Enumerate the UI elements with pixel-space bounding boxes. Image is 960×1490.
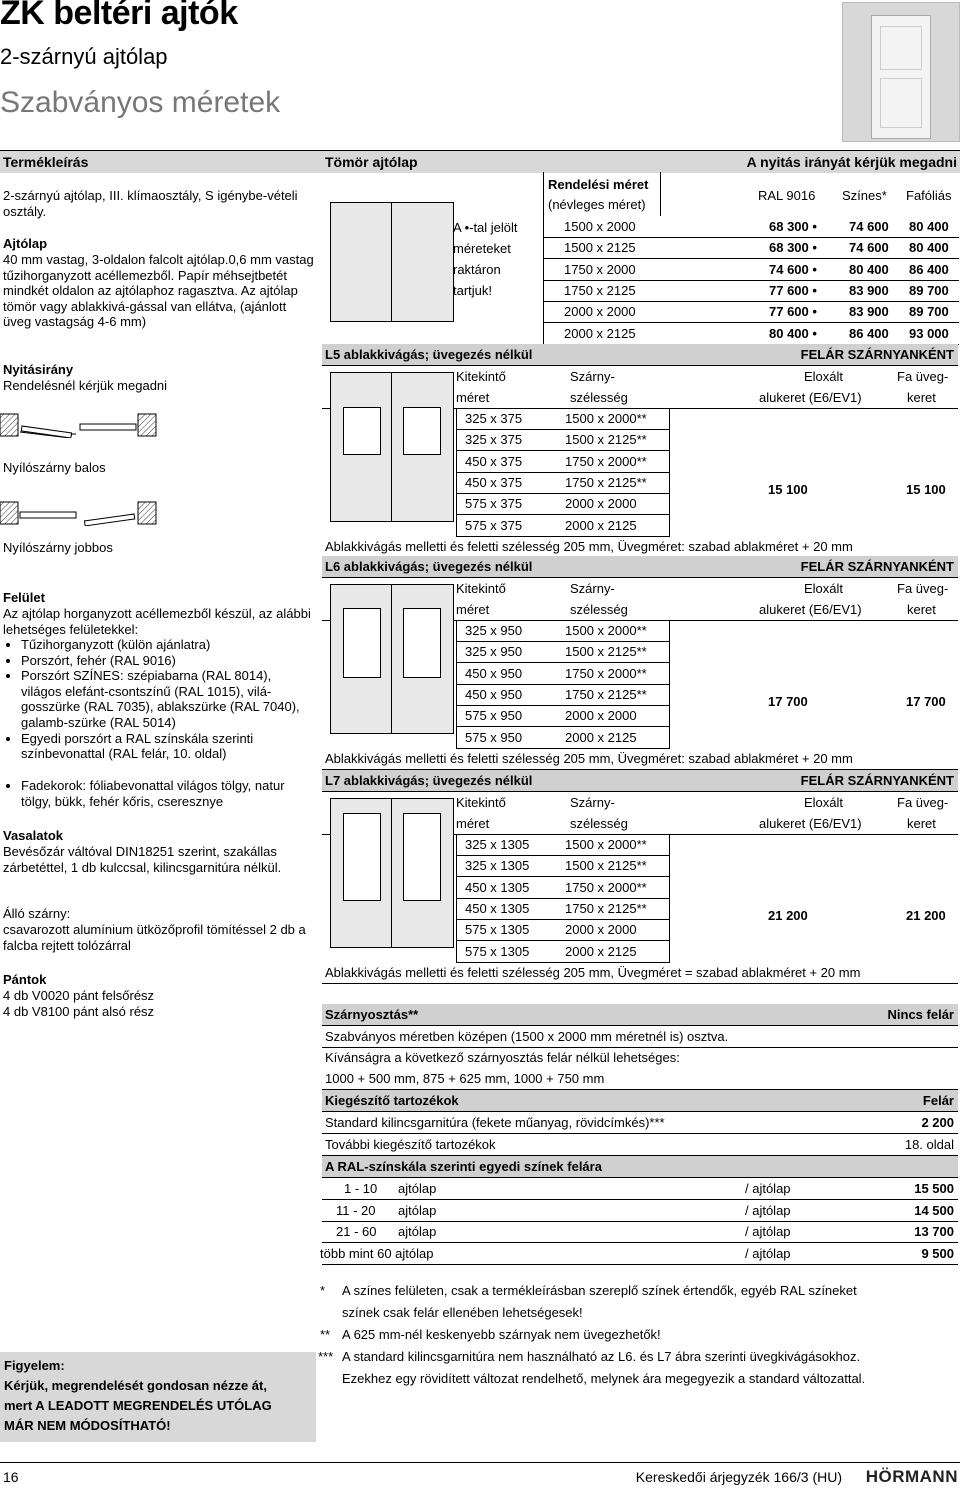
leaf-width-cell: 1500 x 2125** (565, 858, 647, 874)
leaf-width-cell: 1750 x 2000** (565, 879, 647, 895)
window-size-row (456, 641, 670, 663)
window-cutout (343, 813, 381, 901)
kieg-price: 2 200 (921, 1115, 954, 1130)
alu-frame-price: 15 100 (768, 482, 808, 497)
price-row (543, 216, 959, 238)
col-wood-frame: keret (907, 602, 936, 617)
col-alu-frame: Eloxált (804, 581, 844, 596)
szarny-line (322, 1068, 958, 1090)
col-leaf-width: Szárny- (570, 369, 615, 384)
allo-label: Álló szárny: (3, 906, 71, 921)
footnote-2: A 625 mm-nél keskenyebb szárnyak nem üvegezhetők! (342, 1327, 661, 1342)
ral9016-header: RAL 9016 (758, 188, 816, 203)
szarny-header-row (322, 1004, 958, 1026)
felulet-item: • Porszórt SZÍNES: szépiabarna (RAL 8014), világos elefánt-csontszínű (RAL 1015), vilá-gosszürke (RAL 7035), ablakszürke (RAL 7040), galamb-szürke (RAL 5014) (21, 668, 315, 730)
window-size-row (456, 429, 670, 451)
window-size-row (456, 620, 670, 642)
window-size-row (456, 877, 670, 899)
col-view-size: méret (456, 390, 490, 405)
stock-note: méreteket (453, 241, 511, 256)
window-cutout (403, 608, 441, 678)
window-cutout (403, 407, 441, 455)
ral-unit: ajtólap (398, 1202, 437, 1218)
szarny-no-surcharge: Nincs felár (887, 1007, 954, 1022)
leaf-width-cell: 1750 x 2125** (565, 900, 647, 916)
foil-price-cell: 86 400 (909, 261, 949, 277)
document-reference: Kereskedői árjegyzék 166/3 (HU) (635, 1469, 842, 1485)
foil-header: Fafóliás (906, 188, 952, 203)
window-cutout (343, 407, 381, 455)
col-leaf-width: Szárny- (570, 581, 615, 596)
ajtolap-heading: Ajtólap (3, 236, 48, 251)
window-size-row (456, 919, 670, 941)
col-leaf-width: szélesség (570, 816, 628, 831)
price-row (543, 280, 959, 302)
colored-price-cell: 83 900 (849, 282, 889, 298)
page-title: ZK beltéri ajtók (0, 0, 238, 32)
col-wood-frame: keret (907, 816, 936, 831)
section-header-row (322, 344, 958, 366)
ral-felar-row (322, 1243, 958, 1265)
window-size-row (456, 898, 670, 920)
foil-price-cell: 93 000 (909, 325, 949, 341)
szarny-text: Szabványos méretben középen (1500 x 2000 mm méretnél is) osztva. (325, 1029, 729, 1044)
stock-note: raktáron (453, 262, 501, 277)
col-view-size: méret (456, 816, 490, 831)
ajtolap-text: 40 mm vastag, 3-oldalon falcolt ajtólap.0,6 mm vastag tűzihorganyzott acéllemezből. Papír méhsejtbetét mindkét oldalon az ajtólaphoz ragasztva. Az ajtólap tömör vagy ablakkivá-gással van ellátva, (ajánlott üveg vastagság 4-6 mm) (3, 252, 314, 330)
size-cell: 2000 x 2125 (564, 325, 636, 341)
view-size-cell: 450 x 1305 (465, 900, 530, 916)
col-view-size: Kitekintő (456, 369, 506, 384)
view-size-cell: 575 x 375 (465, 496, 523, 512)
balos-label: Nyílószárny balos (3, 460, 106, 475)
leaf-width-cell: 2000 x 2000 (565, 922, 637, 938)
leaf-width-cell: 1500 x 2000** (565, 411, 647, 426)
kieg-item: Standard kilincsgarnitúra (fekete műanyag, rövidcímkés)*** (325, 1115, 665, 1130)
warning-title: Figyelem: (4, 1358, 65, 1373)
right-opening-symbol (0, 500, 160, 526)
foil-price-cell: 89 700 (909, 304, 949, 320)
ral-price-cell: 68 300 • (769, 240, 817, 256)
fadekor-item: • Fadekorok: fóliabevonattal világos tölgy, natur tölgy, bükk, fehér kőris, cseresznye (21, 778, 315, 809)
pantok-line: 4 db V8100 pánt alsó rész (3, 1004, 155, 1019)
leaf-width-cell: 2000 x 2125 (565, 729, 637, 745)
nyitas-text: Rendelésnél kérjük megadni (3, 378, 168, 393)
leaf-width-cell: 2000 x 2000 (565, 496, 637, 512)
window-cutout (403, 813, 441, 901)
leaf-width-cell: 1750 x 2125** (565, 686, 647, 702)
ral-price-cell: 74 600 • (769, 261, 817, 277)
col-view-size: Kitekintő (456, 581, 506, 596)
view-size-cell: 325 x 1305 (465, 837, 530, 852)
window-cutout (343, 608, 381, 678)
ral-price: 9 500 (921, 1245, 954, 1261)
view-size-cell: 450 x 950 (465, 665, 523, 681)
window-size-row (456, 727, 670, 749)
ral-range: 11 - 20 (336, 1202, 376, 1218)
jobbos-label: Nyílószárny jobbos (3, 540, 113, 555)
szarny-title: Szárnyosztás** (325, 1007, 419, 1022)
window-size-row (456, 834, 670, 856)
footnote-1a: A színes felületen, csak a termékleírásban szereplő színek értendők, egyéb RAL színeket (342, 1283, 857, 1298)
col-alu-frame: Eloxált (804, 369, 844, 384)
window-size-row (456, 515, 670, 537)
intro-text: 2-szárnyú ajtólap, III. klímaosztály, S igénybe-vételi osztály. (3, 188, 298, 219)
size-cell: 1500 x 2125 (564, 240, 636, 256)
order-size-header: Rendelési méret (548, 177, 649, 192)
col-leaf-width: szélesség (570, 390, 628, 405)
col-view-size: Kitekintő (456, 795, 506, 810)
view-size-cell: 575 x 1305 (465, 943, 530, 959)
size-cell: 2000 x 2000 (564, 304, 636, 320)
pantok-heading: Pántok (3, 972, 47, 987)
ral-unit: ajtólap (398, 1224, 437, 1239)
price-row (543, 237, 959, 259)
view-size-cell: 325 x 375 (465, 432, 523, 448)
ral-price: 14 500 (914, 1202, 954, 1218)
view-size-cell: 450 x 375 (465, 453, 523, 469)
section-note-row (322, 962, 958, 984)
size-cell: 1750 x 2000 (564, 261, 636, 277)
kieg-header-row (322, 1090, 958, 1112)
ral-unit: ajtólap (398, 1181, 437, 1196)
window-size-row (456, 493, 670, 515)
colored-price-cell: 74 600 (849, 219, 889, 234)
felulet-item: • Egyedi porszórt a RAL színskála szerinti színbevonattal (RAL felár, 10. oldal) (21, 731, 315, 762)
szarny-text: 1000 + 500 mm, 875 + 625 mm, 1000 + 750 mm (325, 1071, 605, 1086)
col-wood-frame: Fa üveg- (897, 369, 949, 384)
colored-header: Színes* (842, 188, 887, 203)
leaf-width-cell: 2000 x 2125 (565, 943, 637, 959)
stock-note: A •-tal jelölt (453, 220, 518, 235)
window-door-drawing (330, 584, 454, 734)
view-size-cell: 325 x 1305 (465, 858, 530, 874)
section-surcharge: FELÁR SZÁRNYANKÉNT (800, 347, 954, 362)
col-alu-frame: alukeret (E6/EV1) (759, 390, 862, 405)
ral-price: 13 700 (914, 1224, 954, 1239)
nominal-size-header: (névleges méret) (548, 197, 646, 212)
ral-range: több mint 60 ajtólap (320, 1245, 434, 1261)
kieg-row (322, 1134, 958, 1156)
view-size-cell: 325 x 950 (465, 623, 523, 638)
size-cell: 1500 x 2000 (564, 219, 636, 234)
ral-price-cell: 77 600 • (769, 304, 817, 320)
door-illustration (871, 15, 931, 139)
felulet-list (3, 637, 315, 762)
section-header-row (322, 770, 958, 792)
ral-per: / ajtólap (745, 1245, 791, 1261)
foil-price-cell: 89 700 (909, 282, 949, 298)
section-surcharge: FELÁR SZÁRNYANKÉNT (800, 559, 954, 574)
ral-range: 1 - 10 (344, 1181, 378, 1196)
colored-price-cell: 80 400 (849, 261, 889, 277)
price-row (543, 301, 959, 323)
size-cell: 1750 x 2125 (564, 282, 636, 298)
warning-line: Kérjük, megrendelését gondosan nézze át, (4, 1378, 267, 1393)
leaf-width-cell: 1750 x 2000** (565, 665, 647, 681)
window-size-row (456, 705, 670, 727)
col-wood-frame: Fa üveg- (897, 581, 949, 596)
window-size-row (456, 941, 670, 963)
felulet-heading: Felület (3, 590, 45, 605)
price-row (543, 259, 959, 281)
vasalat-text: Bevésőzár váltóval DIN18251 szerint, szakállas zárbetéttel, 1 db kulccsal, kilincsgarnitúra nélkül. (3, 844, 282, 875)
kieg-ref: 18. oldal (904, 1137, 954, 1152)
section-surcharge: FELÁR SZÁRNYANKÉNT (800, 773, 954, 788)
col-leaf-width: Szárny- (570, 795, 615, 810)
door-photo (842, 2, 960, 142)
col-wood-frame: keret (907, 390, 936, 405)
ral-price: 15 500 (914, 1181, 954, 1196)
ral-felar-row (322, 1178, 958, 1200)
kieg-title: Kiegészítő tartozékok (325, 1093, 459, 1108)
section-title: L6 ablakkivágás; üvegezés nélkül (325, 559, 533, 574)
ral-per: / ajtólap (745, 1202, 791, 1218)
section-note: Ablakkivágás melletti és feletti szélesség 205 mm, Üvegméret: szabad ablakméret + 20 mm (325, 539, 853, 554)
ral-felar-row (322, 1221, 958, 1243)
col-alu-frame: alukeret (E6/EV1) (759, 816, 862, 831)
window-size-row (456, 451, 670, 473)
warning-line: mert A LEADOTT MEGRENDELÉS UTÓLAG (4, 1398, 272, 1413)
footnote-3a: A standard kilincsgarnitúra nem használható az L6. és L7 ábra szerinti üvegkivágásokhoz. (342, 1349, 861, 1364)
leaf-width-cell: 1500 x 2125** (565, 432, 647, 448)
footnote-3b: Ezekhez egy rövidített változat rendelhető, melynek ára megegyezik a standard változattal. (342, 1371, 866, 1386)
section-title: L7 ablakkivágás; üvegezés nélkül (325, 773, 533, 788)
page-footer (0, 1462, 960, 1489)
felulet-item: • Tűzihorganyzott (külön ajánlatra) (21, 637, 315, 653)
leaf-width-cell: 2000 x 2125 (565, 517, 637, 533)
left-opening-symbol (0, 412, 160, 438)
ral-per: / ajtólap (745, 1224, 791, 1239)
pantok-line: 4 db V0020 pánt felsőrész (3, 988, 155, 1003)
ral-felar-header (322, 1156, 958, 1178)
view-size-cell: 575 x 1305 (465, 922, 530, 938)
window-size-row (456, 408, 670, 430)
window-door-drawing (330, 798, 454, 948)
vasalat-heading: Vasalatok (3, 828, 63, 843)
leaf-width-cell: 1750 x 2000** (565, 453, 647, 469)
section-note: Ablakkivágás melletti és feletti szélesség 205 mm, Üvegméret: szabad ablakméret + 20 mm (325, 751, 853, 766)
ral-felar-title: A RAL-színskála szerinti egyedi színek felára (325, 1159, 602, 1174)
section-title: L5 ablakkivágás; üvegezés nélkül (325, 347, 533, 362)
foil-price-cell: 80 400 (909, 240, 949, 256)
section-note: Ablakkivágás melletti és feletti szélesség 205 mm, Üvegméret = szabad ablakméret + 20 mm (325, 965, 861, 980)
window-size-row (456, 684, 670, 706)
view-size-cell: 575 x 375 (465, 517, 523, 533)
page-subtitle: 2-szárnyú ajtólap (0, 44, 168, 69)
col-leaf-width: szélesség (570, 602, 628, 617)
ral-price-cell: 80 400 • (769, 325, 817, 341)
section-heading: Szabványos méretek (0, 86, 281, 119)
view-size-cell: 450 x 950 (465, 686, 523, 702)
section-note-row (322, 536, 958, 558)
col-wood-frame: Fa üveg- (897, 795, 949, 810)
alu-frame-price: 17 700 (768, 694, 808, 709)
view-size-cell: 325 x 950 (465, 644, 523, 660)
ral-range: 21 - 60 (336, 1224, 377, 1239)
szarny-text: Kívánságra a következő szárnyosztás felár nélkül lehetséges: (325, 1050, 680, 1065)
col-header-description: Termékleírás (3, 154, 89, 170)
footnote-mark: * (320, 1283, 326, 1298)
window-size-row (456, 855, 670, 877)
kieg-row (322, 1112, 958, 1134)
colored-price-cell: 86 400 (849, 325, 889, 341)
kieg-item: További kiegészítő tartozékok (325, 1137, 496, 1152)
solid-door-drawing (330, 202, 454, 322)
column-header-bar (0, 150, 960, 173)
felulet-item: • Porszórt, fehér (RAL 9016) (21, 653, 315, 669)
warning-box (0, 1352, 316, 1442)
col-view-size: méret (456, 602, 490, 617)
footnote-mark: *** (318, 1349, 334, 1364)
wood-frame-price: 21 200 (906, 908, 946, 923)
colored-price-cell: 83 900 (849, 304, 889, 320)
allo-text: csavarozott alumínium ütközőprofil tömítéssel 2 db a falcba rejtett tolózárral (3, 922, 306, 953)
nyitas-heading: Nyitásirány (3, 362, 74, 377)
wood-frame-price: 15 100 (906, 482, 946, 497)
col-alu-frame: Eloxált (804, 795, 844, 810)
col-header-solid: Tömör ajtólap (325, 154, 418, 170)
col-alu-frame: alukeret (E6/EV1) (759, 602, 862, 617)
leaf-width-cell: 2000 x 2000 (565, 708, 637, 724)
colored-price-cell: 74 600 (849, 240, 889, 256)
window-door-drawing (330, 372, 454, 522)
view-size-cell: 575 x 950 (465, 708, 523, 724)
ral-per: / ajtólap (745, 1181, 791, 1196)
footnote-mark: ** (320, 1327, 331, 1342)
section-note-row (322, 748, 958, 770)
stock-note: tartjuk! (453, 283, 493, 298)
section-header-row (322, 556, 958, 578)
ral-price-cell: 68 300 • (769, 219, 817, 234)
col-header-direction: A nyitás irányát kérjük megadni (746, 154, 957, 170)
window-size-row (456, 472, 670, 494)
leaf-width-cell: 1750 x 2125** (565, 474, 647, 490)
felulet-text: Az ajtólap horganyzott acéllemezből készül, az alábbi lehetséges felületekkel: (3, 606, 311, 637)
ral-felar-row (322, 1200, 958, 1222)
view-size-cell: 575 x 950 (465, 729, 523, 745)
leaf-width-cell: 1500 x 2000** (565, 837, 647, 852)
leaf-width-cell: 1500 x 2125** (565, 644, 647, 660)
view-size-cell: 325 x 375 (465, 411, 523, 426)
window-size-row (456, 663, 670, 685)
price-row (543, 323, 959, 345)
alu-frame-price: 21 200 (768, 908, 808, 923)
wood-frame-price: 17 700 (906, 694, 946, 709)
foil-price-cell: 80 400 (909, 219, 949, 234)
footnote-1b: színek csak felár ellenében lehetségesek! (342, 1305, 583, 1320)
warning-line: MÁR NEM MÓDOSÍTHATÓ! (4, 1418, 171, 1433)
brand-logo: HÖRMANN (865, 1467, 958, 1486)
fadekor-list (3, 778, 315, 809)
page-number: 16 (3, 1469, 19, 1485)
szarny-line (322, 1047, 958, 1068)
ral-price-cell: 77 600 • (769, 282, 817, 298)
szarny-line (322, 1026, 958, 1048)
view-size-cell: 450 x 375 (465, 474, 523, 490)
leaf-width-cell: 1500 x 2000** (565, 623, 647, 638)
view-size-cell: 450 x 1305 (465, 879, 530, 895)
kieg-felar: Felár (922, 1093, 954, 1108)
